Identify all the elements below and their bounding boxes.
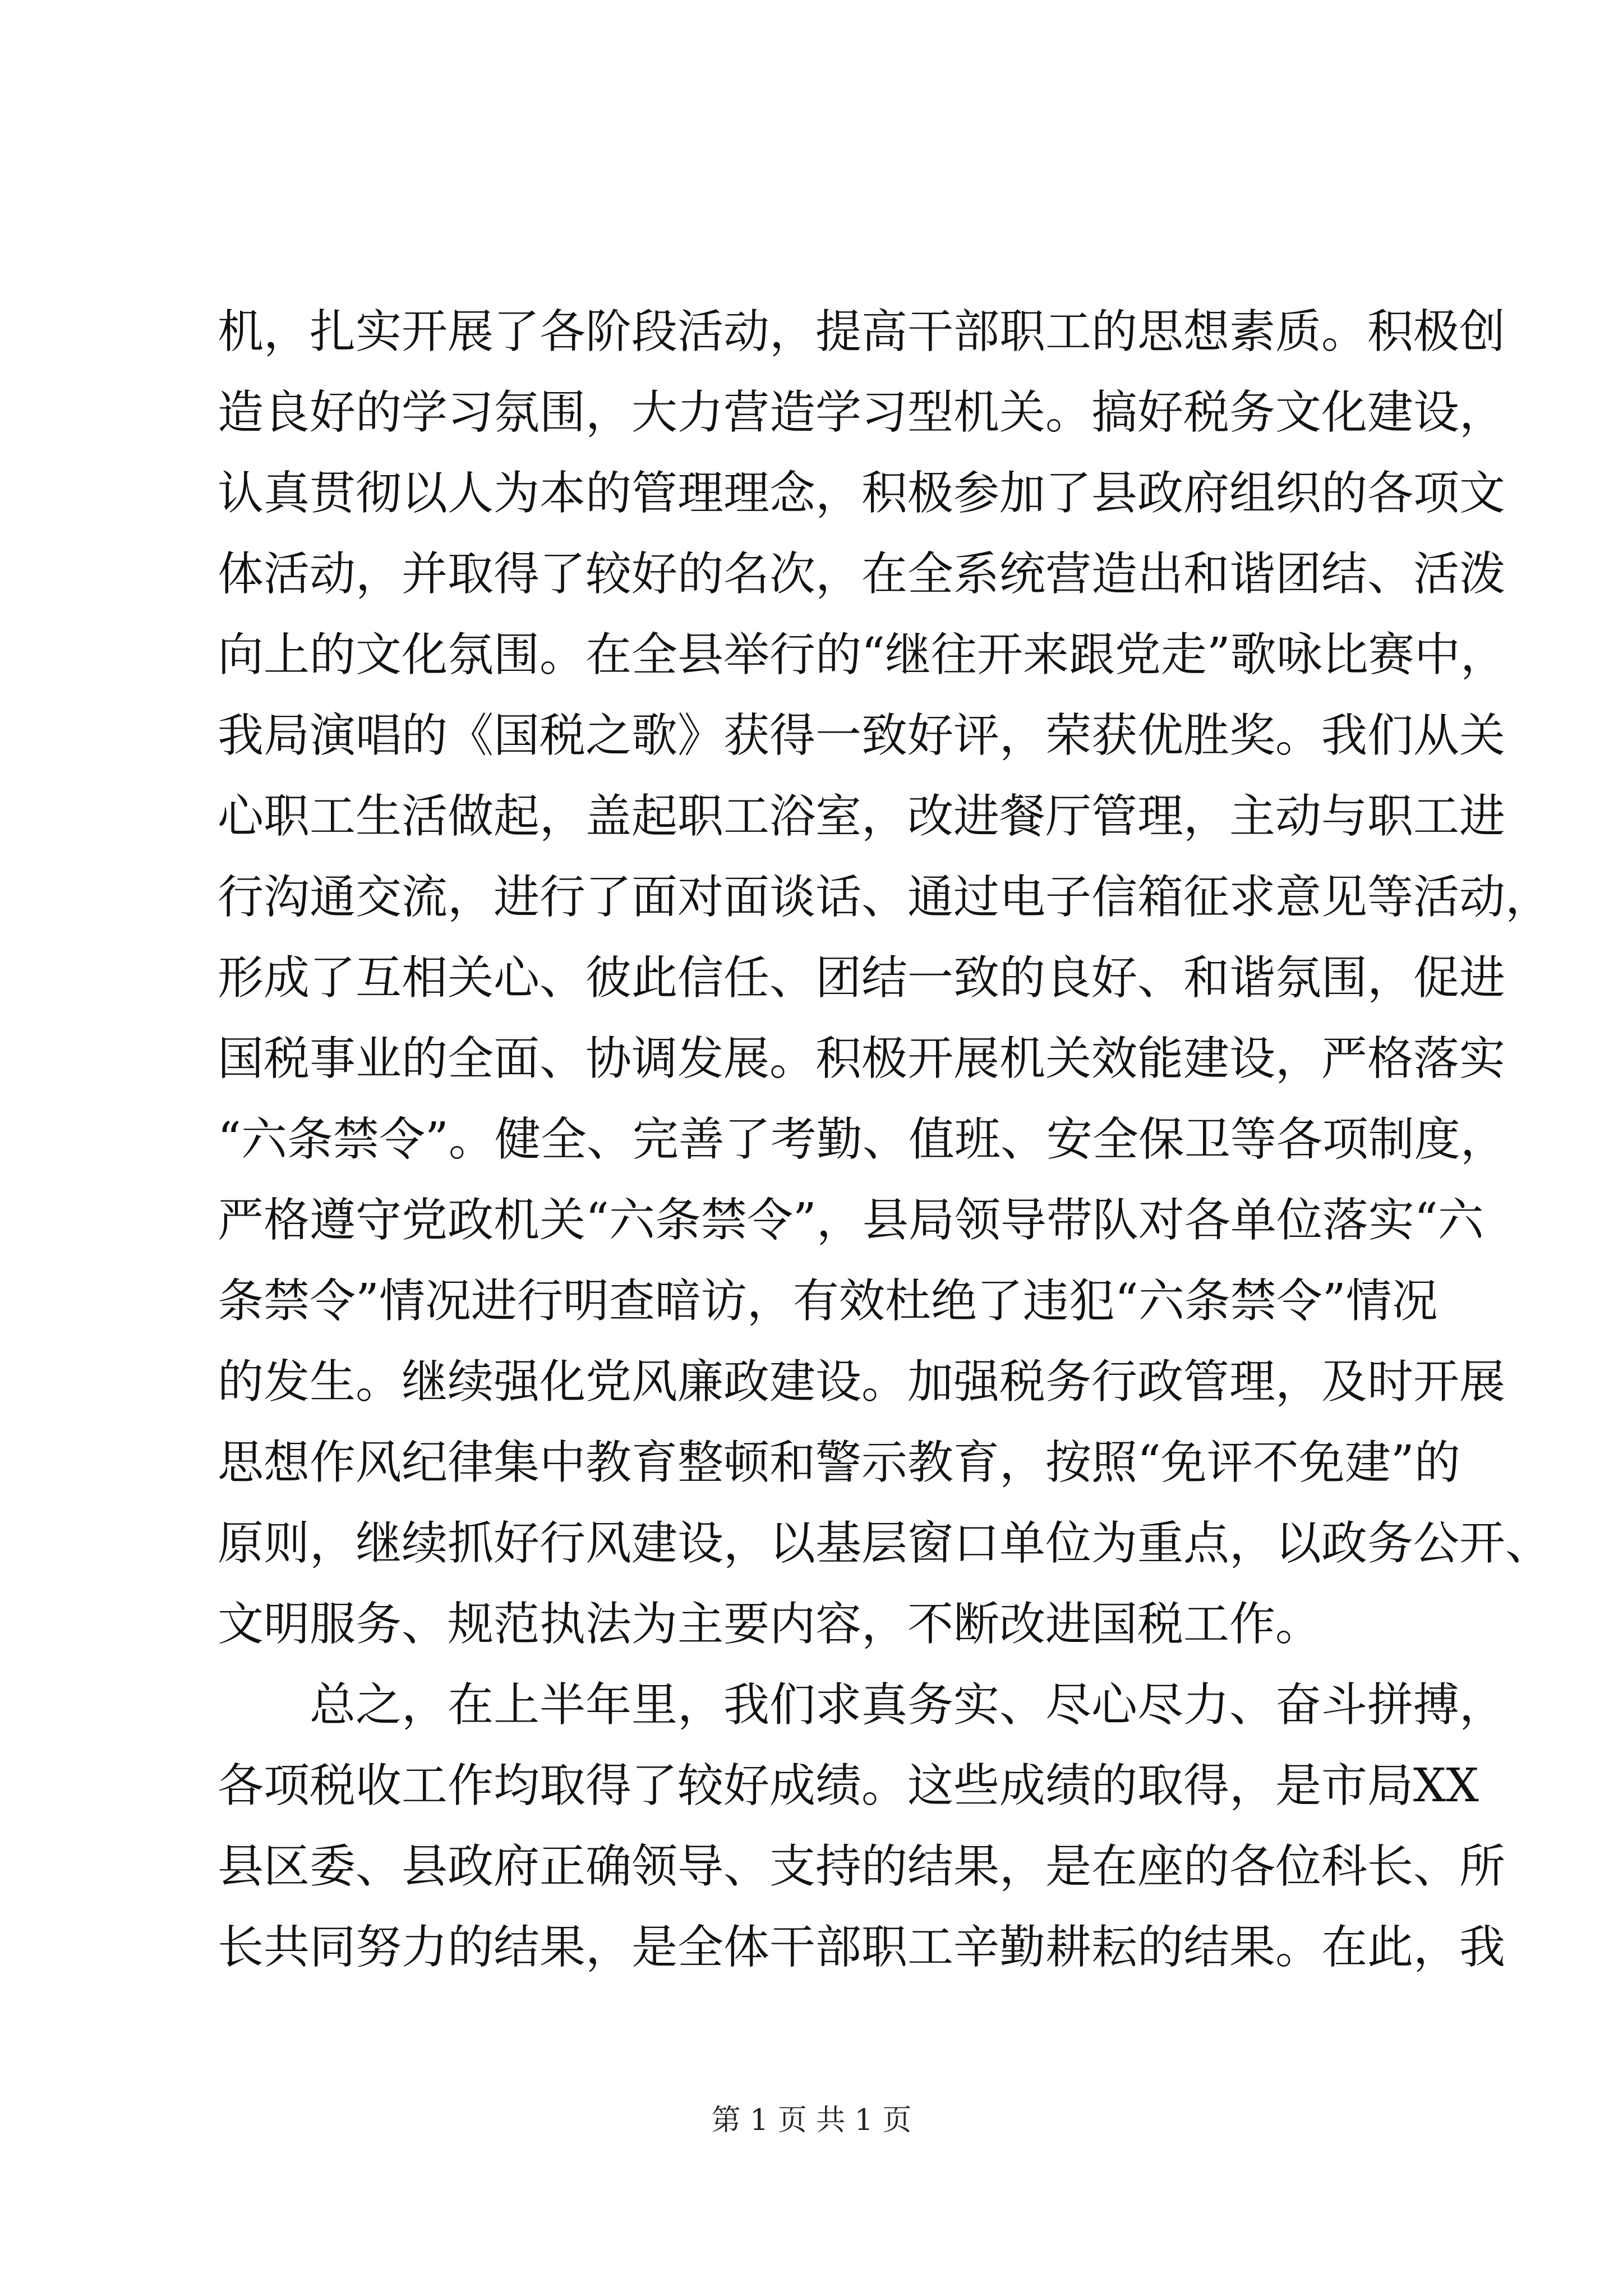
text-line: 造良好的学习氛围，大力营造学习型机关。搞好税务文化建设， <box>218 386 1506 439</box>
text-line: 各项税收工作均取得了较好成绩。这些成绩的取得，是市局XX <box>218 1759 1479 1812</box>
text-line: 行沟通交流，进行了面对面谈话、通过电子信箱征求意见等活动， <box>218 871 1552 924</box>
text-line: 的发生。继续强化党风廉政建设。加强税务行政管理，及时开展 <box>218 1355 1506 1409</box>
text-line: 心职工生活做起，盖起职工浴室，改进餐厅管理，主动与职工进 <box>218 790 1506 843</box>
text-line: 总之，在上半年里，我们求真务实、尽心尽力、奋斗拼搏， <box>310 1678 1506 1732</box>
text-line: 国税事业的全面、协调发展。积极开展机关效能建设，严格落实 <box>218 1032 1506 1085</box>
page-footer: 第 1 页 共 1 页 <box>711 2104 912 2137</box>
text-line: 长共同努力的结果，是全体干部职工辛勤耕耘的结果。在此，我 <box>218 1921 1506 1974</box>
text-line: 原则，继续抓好行风建设，以基层窗口单位为重点，以政务公开、 <box>218 1517 1552 1570</box>
text-line: 体活动，并取得了较好的名次，在全系统营造出和谐团结、活泼 <box>218 547 1506 601</box>
text-line: 认真贯彻以人为本的管理理念，积极参加了县政府组织的各项文 <box>218 467 1506 520</box>
text-line: 严格遵守党政机关“六条禁令”，县局领导带队对各单位落实“六 <box>218 1194 1484 1247</box>
text-line: 形成了互相关心、彼此信任、团结一致的良好、和谐氛围，促进 <box>218 951 1506 1005</box>
text-line: “六条禁令”。健全、完善了考勤、值班、安全保卫等各项制度， <box>218 1113 1506 1166</box>
text-line: 文明服务、规范执法为主要内容，不断改进国税工作。 <box>218 1598 1322 1651</box>
paragraph-1 <box>218 292 1552 1665</box>
text-line: 我局演唱的《国税之歌》获得一致好评，荣获优胜奖。我们从关 <box>218 709 1506 762</box>
text-line: 条禁令”情况进行明查暗访，有效杜绝了违犯“六条禁令”情况 <box>218 1274 1438 1328</box>
text-line: 思想作风纪律集中教育整顿和警示教育，按照“免评不免建”的 <box>218 1436 1460 1489</box>
text-line: 县区委、县政府正确领导、支持的结果，是在座的各位科长、所 <box>218 1840 1506 1893</box>
text-line: 向上的文化氛围。在全县举行的“继往开来跟党走”歌咏比赛中， <box>218 628 1506 682</box>
text-line: 机，扎实开展了各阶段活动，提高干部职工的思想素质。积极创 <box>218 305 1506 358</box>
document-body <box>218 292 1552 1988</box>
paragraph-2 <box>218 1665 1506 1988</box>
